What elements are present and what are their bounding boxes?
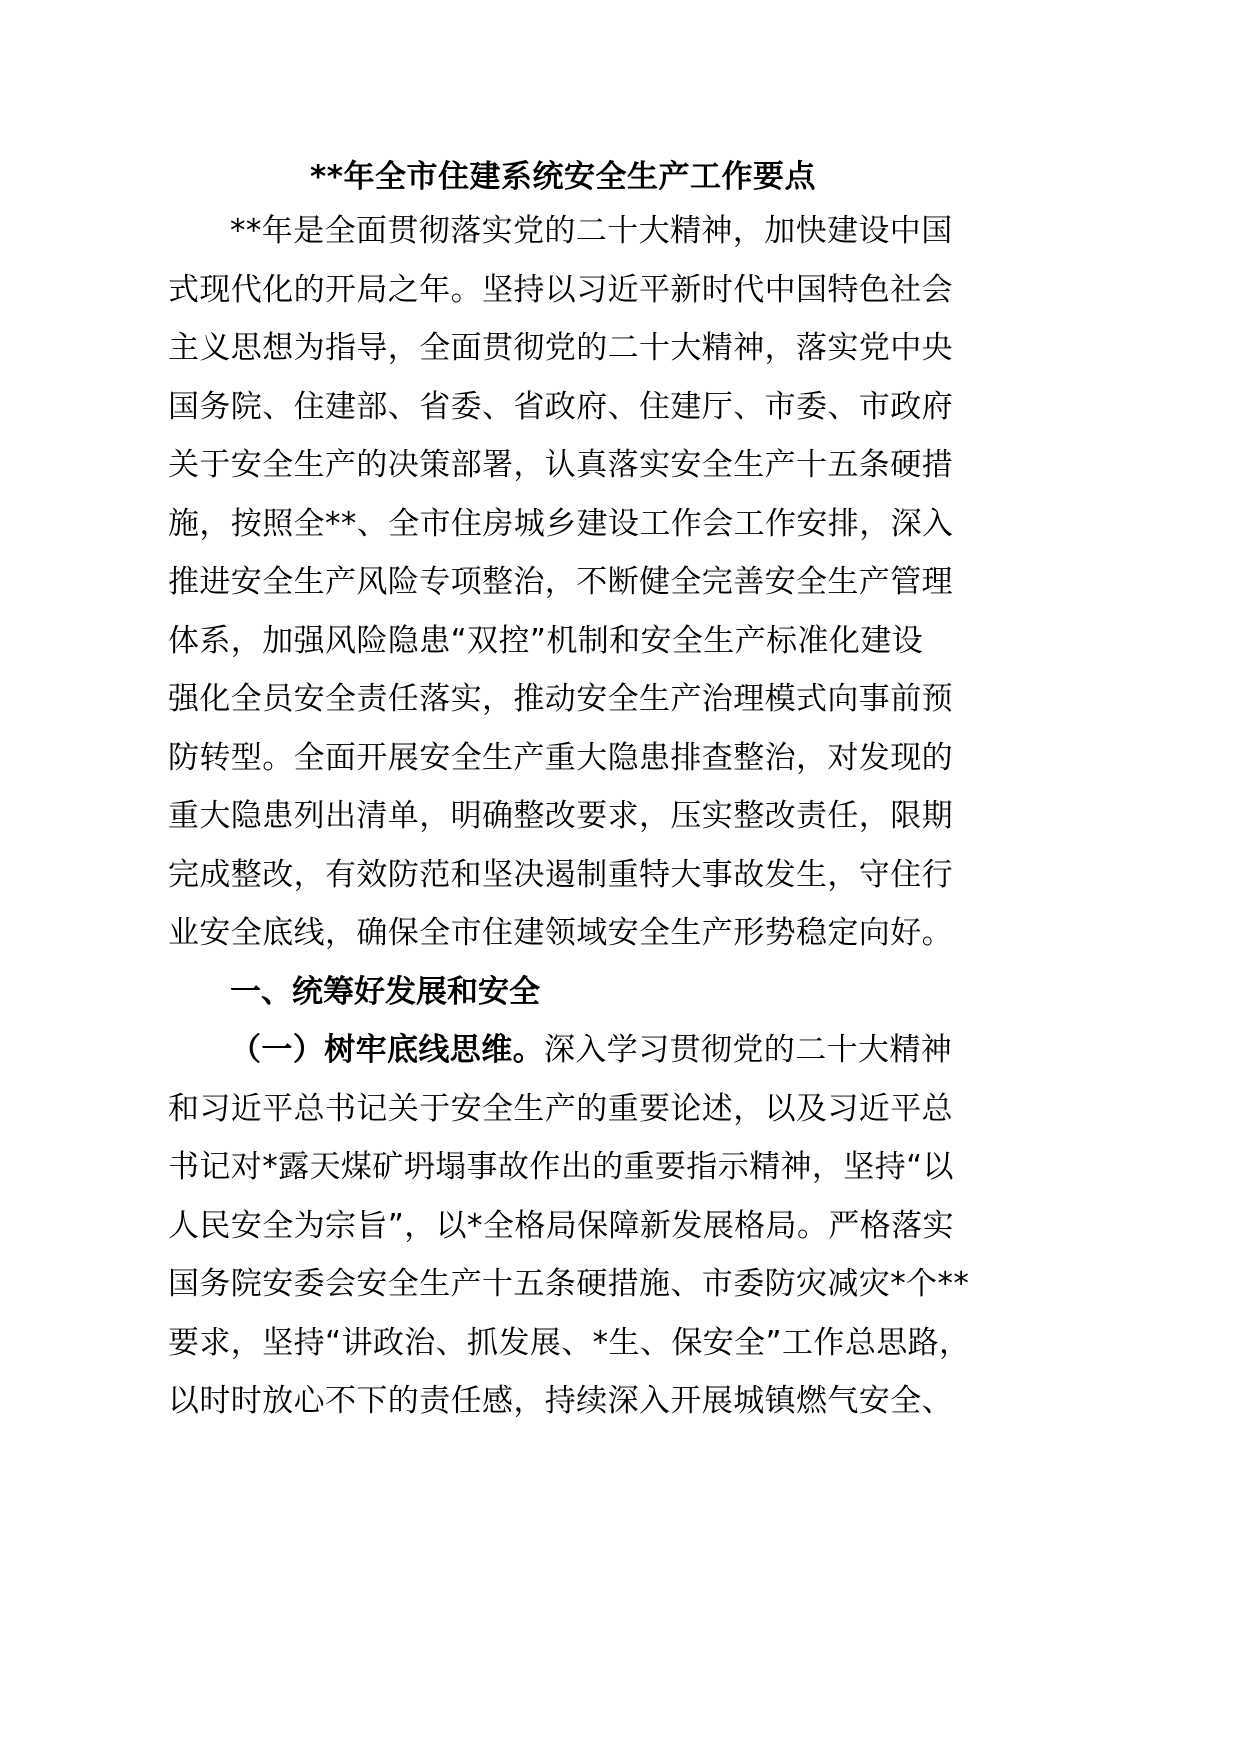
intro-line: 主义思想为指导，全面贯彻党的二十大精神，落实党中央	[168, 330, 953, 366]
section-heading: 一、统筹好发展和安全	[230, 973, 540, 1010]
subsection-line: 以时时放心不下的责任感，持续深入开展城镇燃气安全、	[168, 1383, 953, 1419]
subsection-label: （一）树牢底线思维。	[230, 1032, 544, 1068]
intro-line: 式现代化的开局之年。坚持以习近平新时代中国特色社会	[168, 271, 953, 308]
intro-line: **年是全面贯彻落实党的二十大精神，加快建设中国	[230, 213, 953, 249]
document-title: **年全市住建系统安全生产工作要点	[310, 159, 816, 195]
intro-line: 体系，加强风险隐患“双控”机制和安全生产标准化建设	[168, 622, 924, 659]
intro-line: 防转型。全面开展安全生产重大隐患排查整治，对发现的	[168, 739, 953, 776]
intro-line: 强化全员安全责任落实，推动安全生产治理模式向事前预	[168, 681, 953, 717]
subsection-line: 和习近平总书记关于安全生产的重要论述，以及习近平总	[168, 1090, 953, 1127]
subsection-line: 国务院安委会安全生产十五条硬措施、市委防灾减灾*个**	[168, 1266, 970, 1302]
intro-line: 重大隐患列出清单，明确整改要求，压实整改责任，限期	[168, 798, 953, 834]
intro-paragraph	[168, 202, 954, 963]
subsection-line: 人民安全为宗旨”，以*全格局保障新发展格局。严格落实	[168, 1207, 954, 1244]
subsection-first-line	[168, 1021, 953, 1080]
subsection-line: 书记对*露天煤矿坍塌事故作出的重要指示精神，坚持“以	[168, 1149, 954, 1185]
subsection-line: 要求，坚持“讲政治、抓发展、*生、保安全”工作总思路，	[168, 1324, 971, 1361]
intro-line: 关于安全生产的决策部署，认真落实安全生产十五条硬措	[168, 447, 953, 483]
intro-line: 国务院、住建部、省委、省政府、住建厅、市委、市政府	[168, 388, 953, 425]
intro-line: 施，按照全**、全市住房城乡建设工作会工作安排，深入	[168, 505, 954, 542]
intro-line: 完成整改，有效防范和坚决遏制重特大事故发生，守住行	[168, 856, 953, 893]
subsection-text: 深入学习贯彻党的二十大精神	[544, 1032, 953, 1068]
intro-line: 业安全底线，确保全市住建领域安全生产形势稳定向好。	[168, 915, 953, 951]
document-page	[168, 152, 971, 1431]
intro-line: 推进安全生产风险专项整治，不断健全完善安全生产管理	[168, 564, 953, 600]
subsection-paragraph	[168, 1021, 971, 1431]
